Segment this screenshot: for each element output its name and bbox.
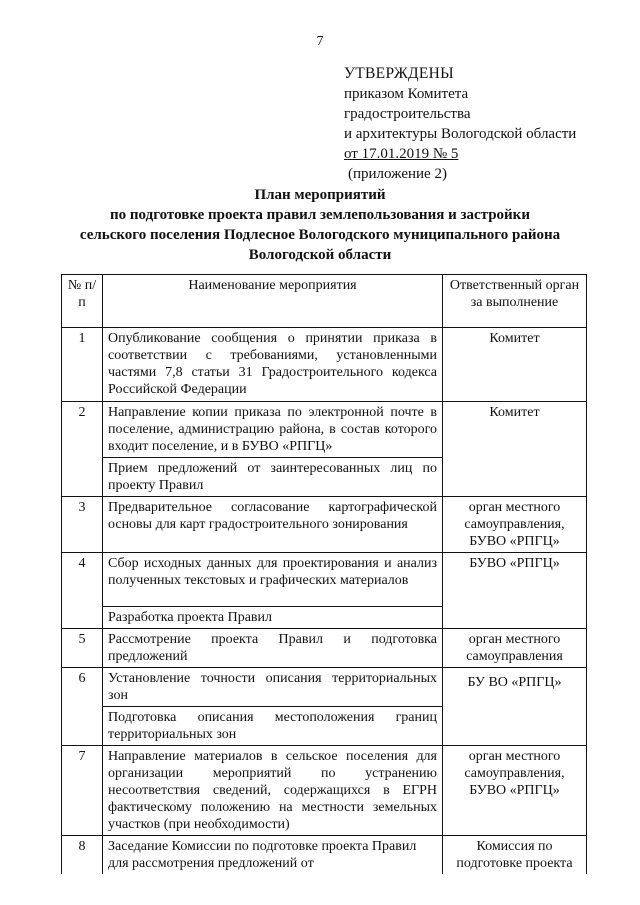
row-org: БУ ВО «РПГЦ» — [443, 668, 587, 746]
row-num: 4 — [62, 553, 103, 629]
document-title — [60, 185, 580, 265]
row-action: Направление копии приказа по электронной почте в поселение, администрацию района, в состав которого входит поселение, и в БУВО «РПГЦ» — [103, 402, 443, 458]
row-action: Установление точности описания территориальных зон — [103, 668, 443, 707]
table-row — [62, 629, 587, 668]
row-org: орган местного самоуправления, БУВО «РПГЦ» — [443, 746, 587, 836]
approval-order-ref: от 17.01.2019 № 5 — [344, 146, 459, 162]
row-num: 6 — [62, 668, 103, 746]
row-num: 7 — [62, 746, 103, 836]
row-num: 1 — [62, 328, 103, 402]
title-line: сельского поселения Подлесное Вологодского муниципального района — [79, 227, 561, 243]
title-line: План мероприятий — [254, 187, 386, 203]
row-num: 3 — [62, 497, 103, 553]
row-action: Подготовка описания местоположения границ территориальных зон — [103, 707, 443, 746]
row-action: Направление материалов в сельское поселения для организации мероприятий по устранению несоответствия сведений, содержащихся в ЕГРН фактическому положению на местности земельных участков (при необходимости) — [103, 746, 443, 836]
approval-heading: УТВЕРЖДЕНЫ — [344, 65, 454, 82]
page-number: 7 — [316, 34, 324, 49]
approval-line: приказом Комитета — [344, 86, 469, 102]
row-org: БУВО «РПГЦ» — [443, 553, 587, 629]
table-header-row — [62, 275, 587, 328]
row-action: Опубликование сообщения о принятии приказа в соответствии с требованиями, установленными частями 7,8 статьи 31 Градостроительного кодекса Российской Федерации — [103, 328, 443, 402]
title-line: Вологодской области — [248, 247, 392, 263]
table-row — [62, 836, 587, 875]
table-row — [62, 328, 587, 402]
row-org: Комиссия по подготовке проекта — [443, 836, 587, 875]
title-line: по подготовке проекта правил землепользования и застройки — [110, 207, 530, 223]
row-org: Комитет — [443, 328, 587, 402]
header-name: Наименование мероприятия — [103, 275, 443, 328]
table-row — [62, 497, 587, 553]
row-action: Предварительное согласование картографической основы для карт градостроительного зонирования — [103, 497, 443, 553]
row-action: Сбор исходных данных для проектирования и анализ полученных текстовых и графических материалов — [103, 553, 443, 607]
events-plan-table — [61, 274, 587, 874]
row-action: Разработка проекта Правил — [103, 607, 443, 629]
row-action: Заседание Комиссии по подготовке проекта Правил для рассмотрения предложений от — [103, 836, 443, 875]
table-row — [62, 746, 587, 836]
row-org: орган местного самоуправления, БУВО «РПГЦ» — [443, 497, 587, 553]
approval-line: и архитектуры Вологодской области — [344, 126, 577, 142]
row-num: 5 — [62, 629, 103, 668]
row-num: 8 — [62, 836, 103, 875]
row-org: орган местного самоуправления — [443, 629, 587, 668]
table-row — [62, 553, 587, 607]
header-num: № п/п — [62, 275, 103, 328]
approval-line: градостроительства — [344, 106, 471, 122]
row-num: 2 — [62, 402, 103, 497]
row-action: Прием предложений от заинтересованных лиц по проекту Правил — [103, 458, 443, 497]
header-org: Ответственный орган за выполнение — [443, 275, 587, 328]
approval-annex: (приложение 2) — [348, 166, 447, 182]
row-org: Комитет — [443, 402, 587, 497]
row-action: Рассмотрение проекта Правил и подготовка предложений — [103, 629, 443, 668]
table-row — [62, 402, 587, 458]
approval-stamp — [344, 64, 576, 184]
table-row — [62, 668, 587, 707]
